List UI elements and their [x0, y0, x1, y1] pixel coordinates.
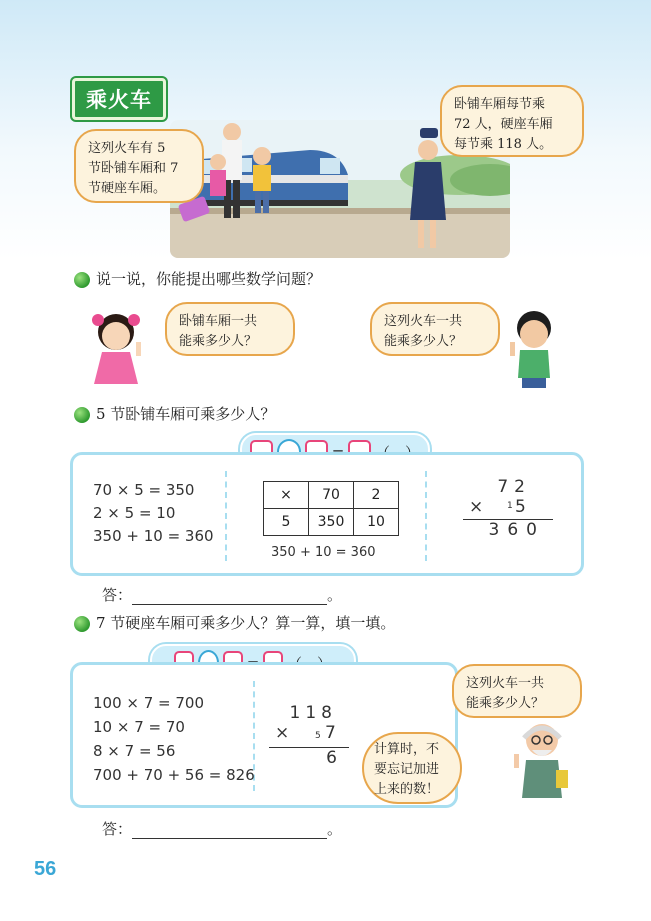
- calc-line: 10 × 7 = 70: [93, 718, 185, 736]
- girl-avatar: [88, 308, 148, 392]
- partial-product: 6: [269, 747, 349, 768]
- calculation-panel-sleeper: [70, 452, 584, 576]
- section-title: 乘火车: [72, 78, 166, 120]
- multiplicand: 118: [289, 703, 337, 723]
- speech-bubble-carry-reminder: 计算时，不 要忘记加进 上来的数！: [362, 732, 462, 804]
- calc-line: 350 + 10 = 360: [93, 527, 214, 545]
- grid-cell: 10: [354, 509, 399, 536]
- calc-line: 8 × 7 = 56: [93, 742, 176, 760]
- answer-blank[interactable]: [132, 586, 327, 605]
- grid-cell: 70: [309, 482, 354, 509]
- multiplicand: 72: [497, 477, 531, 497]
- grid-cell: 350: [309, 509, 354, 536]
- speech-bubble-grandpa-question: 这列火车一共 能乘多少人？: [452, 664, 582, 718]
- question-heading: 7 节硬座车厢可乘多少人？算一算，填一填。: [96, 614, 396, 632]
- vertical-multiplication: [269, 703, 349, 768]
- answer-row: [102, 584, 342, 605]
- green-bullet-icon: [74, 272, 90, 288]
- calc-line: 70 × 5 = 350: [93, 481, 195, 499]
- grid-sum: 350 + 10 = 360: [271, 545, 376, 560]
- times-sign: ×: [469, 497, 484, 517]
- speech-bubble-train-cars: 这列火车有 5 节卧铺车厢和 7 节硬座车厢。: [74, 129, 204, 203]
- page-number: 56: [34, 858, 57, 880]
- answer-period: 。: [327, 820, 343, 838]
- times-sign: ×: [275, 723, 290, 743]
- grid-cell: 2: [354, 482, 399, 509]
- answer-row: [102, 818, 342, 839]
- vertical-multiplication: [463, 477, 553, 540]
- answer-label: 答：: [102, 820, 133, 838]
- speech-bubble-girl: 卧铺车厢一共 能乘多少人？: [165, 302, 295, 356]
- calc-line: 2 × 5 = 10: [93, 504, 176, 522]
- divider: [225, 471, 227, 561]
- calc-line: 700 + 70 + 56 = 826: [93, 766, 255, 784]
- carry-digit: 5: [315, 731, 321, 741]
- multiplier: 7: [325, 723, 336, 743]
- speech-bubble-seats: 卧铺车厢每节乘 72 人，硬座车厢 每节乘 118 人。: [440, 85, 584, 157]
- split-method: [93, 691, 255, 787]
- speech-bubble-boy: 这列火车一共 能乘多少人？: [370, 302, 500, 356]
- green-bullet-icon: [74, 407, 90, 423]
- answer-blank[interactable]: [132, 820, 327, 839]
- product: 360: [463, 519, 553, 540]
- grid-cell: ×: [264, 482, 309, 509]
- grid-cell: 5: [264, 509, 309, 536]
- green-bullet-icon: [74, 616, 90, 632]
- split-method: [93, 479, 214, 548]
- carry-digit: 1: [507, 501, 513, 511]
- question-heading: 5 节卧铺车厢可乘多少人？: [96, 405, 276, 423]
- question-heading: 说一说，你能提出哪些数学问题？: [96, 270, 322, 288]
- multiplication-grid: [263, 481, 399, 536]
- answer-period: 。: [327, 586, 343, 604]
- multiplier: 5: [515, 497, 526, 517]
- grandpa-avatar: [510, 718, 574, 804]
- boy-avatar: [504, 306, 564, 392]
- divider: [425, 471, 427, 561]
- answer-label: 答：: [102, 586, 133, 604]
- calc-line: 100 × 7 = 700: [93, 694, 205, 712]
